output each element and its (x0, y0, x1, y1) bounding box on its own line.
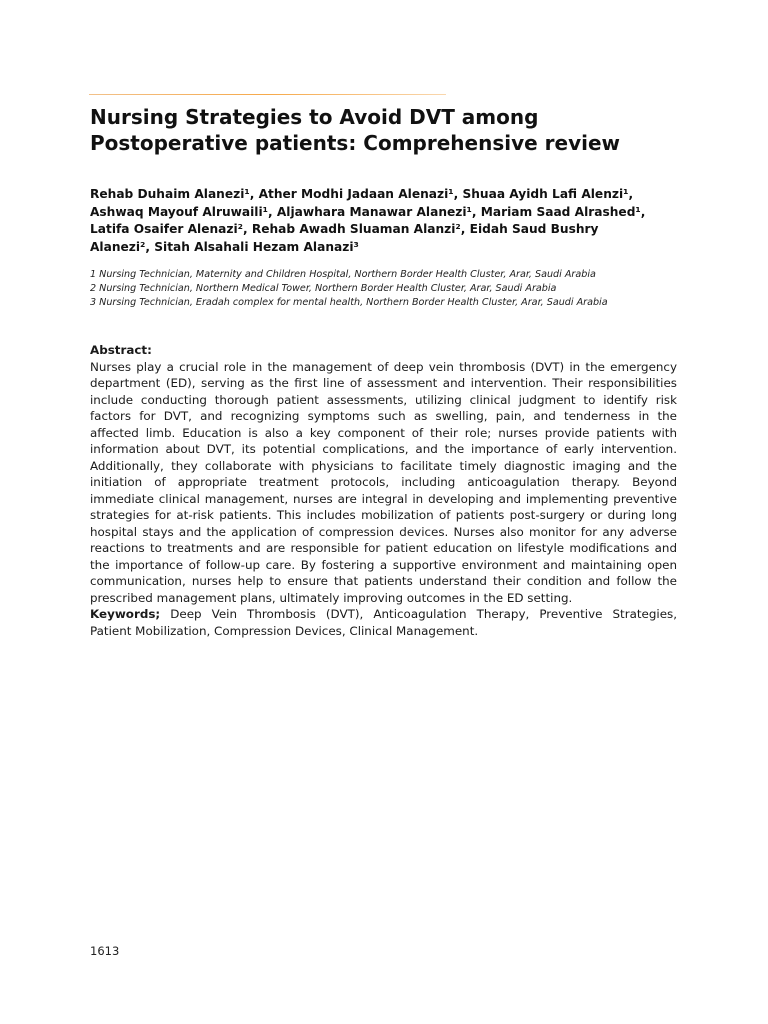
keywords-label: Keywords; (90, 607, 161, 621)
abstract-section (90, 342, 677, 639)
title-line: Postoperative patients: Comprehensive review (90, 131, 621, 155)
abstract-line: initiation of appropriate treatment protocols, including anticoagulation therapy. Beyond (90, 475, 677, 489)
abstract-line: factors for DVT, and recognizing symptoms such as swelling, pain, and tenderness in the (90, 409, 677, 423)
abstract-line: immediate clinical management, nurses are integral in developing and implementing preventive (90, 491, 677, 506)
affiliation-item: 2 Nursing Technician, Northern Medical Tower, Northern Border Health Cluster, Arar, Saudi Arabia (90, 283, 557, 294)
abstract-line: Nurses play a crucial role in the management of deep vein thrombosis (DVT) in the emergency (90, 359, 677, 374)
abstract-line: communication, nurses help to ensure that patients understand their condition and follow the (90, 574, 677, 588)
author-line: Latifa Osaifer Alenazi², Rehab Awadh Sluaman Alanzi², Eidah Saud Bushry (90, 222, 599, 236)
keywords-line: Patient Mobilization, Compression Devices, Clinical Management. (90, 623, 479, 638)
paper-title (90, 104, 690, 156)
abstract-line: hospital stays and the application of compression devices. Nurses also monitor for any adverse (90, 524, 677, 539)
header-accent-rule (89, 94, 446, 95)
affiliation-item: 3 Nursing Technician, Eradah complex for mental health, Northern Border Health Cluster, Arar, Saudi Arabia (90, 297, 608, 308)
author-line: Rehab Duhaim Alanezi¹, Ather Modhi Jadaan Alenazi¹, Shuaa Ayidh Lafi Alenzi¹, (90, 187, 634, 201)
abstract-line: reactions to treatments and are responsible for patient education on lifestyle modifications and (90, 541, 677, 555)
abstract-line: strategies for at-risk patients. This includes mobilization of patients post-surgery or during long (90, 508, 677, 522)
abstract-line: Additionally, they collaborate with physicians to facilitate timely diagnostic imaging and the (90, 458, 677, 473)
title-line: Nursing Strategies to Avoid DVT among (90, 105, 539, 129)
abstract-line: department (ED), serving as the first line of assessment and intervention. Their responsibilities (90, 376, 677, 390)
affiliation-list (90, 268, 710, 310)
abstract-line: include conducting thorough patient assessments, utilizing clinical judgment to identify risk (90, 392, 677, 407)
author-list (90, 186, 690, 256)
keywords-line (90, 606, 677, 623)
abstract-heading: Abstract: (90, 343, 152, 357)
abstract-line: information about DVT, its potential complications, and the importance of early intervention. (90, 442, 677, 456)
author-line: Ashwaq Mayouf Alruwaili¹, Aljawhara Manawar Alanezi¹, Mariam Saad Alrashed¹, (90, 204, 646, 219)
keywords-text: Deep Vein Thrombosis (DVT), Anticoagulation Therapy, Preventive Strategies, (160, 607, 677, 621)
page-number: 1613 (90, 944, 120, 958)
abstract-line: the importance of follow-up care. By fostering a supportive environment and maintaining open (90, 557, 677, 572)
affiliation-item: 1 Nursing Technician, Maternity and Children Hospital, Northern Border Health Cluster, Arar, Saudi Arabia (90, 269, 596, 280)
abstract-line: affected limb. Education is also a key component of their role; nurses provide patients with (90, 425, 677, 440)
author-line: Alanezi², Sitah Alsahali Hezam Alanazi³ (90, 239, 359, 254)
abstract-line: prescribed management plans, ultimately improving outcomes in the ED setting. (90, 590, 573, 605)
